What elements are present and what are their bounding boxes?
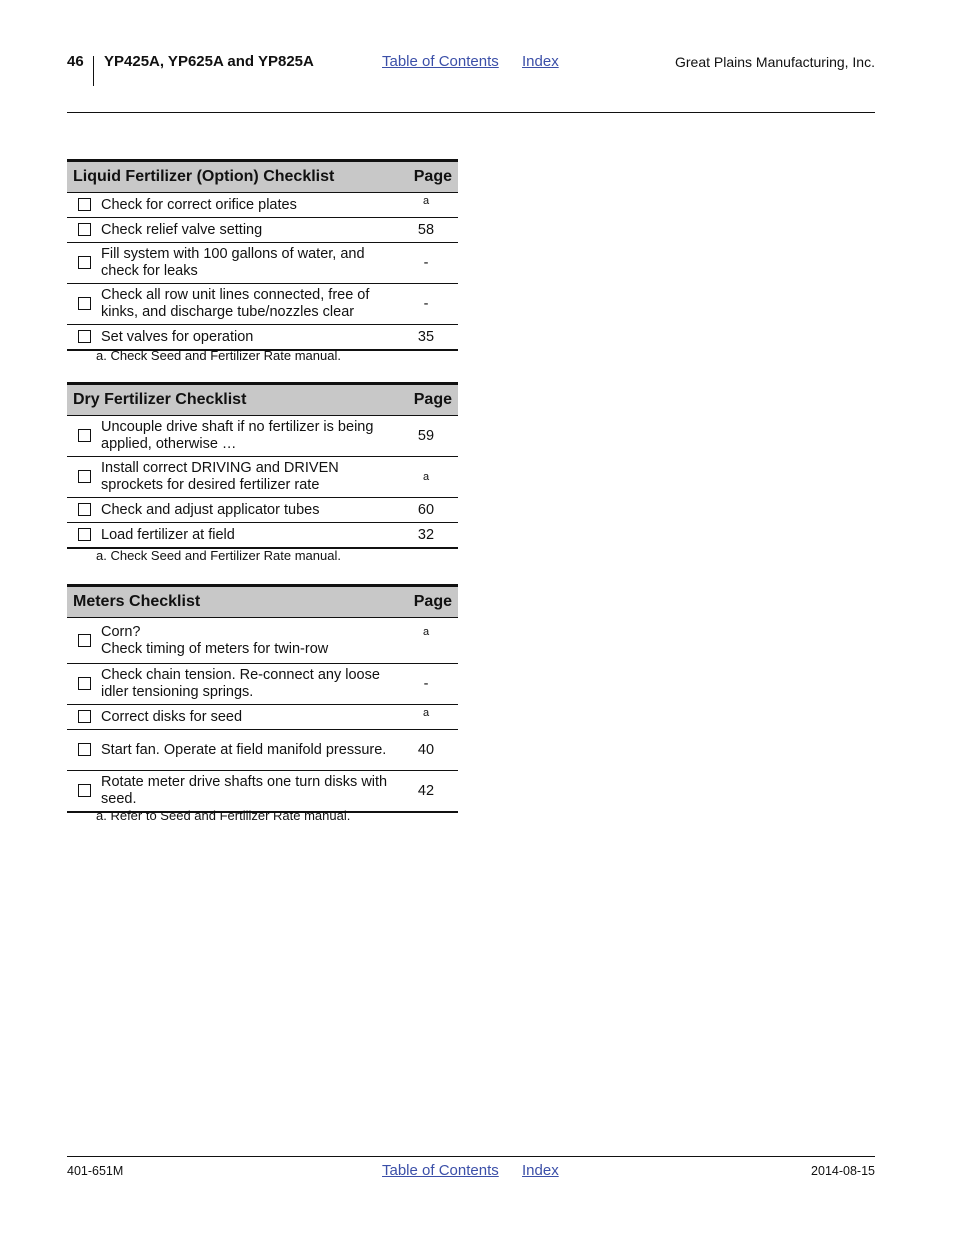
table-header-row	[67, 161, 458, 193]
item-text-line: Corn?	[101, 623, 141, 640]
header-divider	[93, 56, 94, 86]
item-page: 59	[394, 416, 458, 457]
footer-rule	[67, 1156, 875, 1157]
toc-link[interactable]: Table of Contents	[382, 53, 499, 70]
table-row	[67, 284, 458, 325]
item-page: 32	[394, 523, 458, 549]
item-page: 60	[394, 498, 458, 523]
document-date: 2014-08-15	[811, 1164, 875, 1178]
item-text: Check chain tension. Re-connect any loose idler tensioning springs.	[101, 664, 394, 705]
company-name: Great Plains Manufacturing, Inc.	[675, 54, 875, 70]
page-column-header: Page	[394, 161, 458, 193]
checkbox[interactable]	[78, 223, 91, 236]
footnote: a. Check Seed and Fertilizer Rate manual.	[96, 348, 341, 363]
page-column-header: Page	[394, 586, 458, 618]
table-row	[67, 618, 458, 664]
item-page: 40	[394, 730, 458, 771]
table-row	[67, 664, 458, 705]
table-header-row	[67, 586, 458, 618]
checkbox[interactable]	[78, 634, 91, 647]
checkbox[interactable]	[78, 677, 91, 690]
item-text: Fill system with 100 gallons of water, and check for leaks	[101, 243, 394, 284]
item-page: -	[394, 243, 458, 284]
item-text: Start fan. Operate at field manifold pressure.	[101, 730, 394, 771]
checkbox[interactable]	[78, 528, 91, 541]
checkbox[interactable]	[78, 710, 91, 723]
item-text-line: Check timing of meters for twin-row	[101, 640, 329, 657]
table-row	[67, 193, 458, 218]
table-title: Liquid Fertilizer (Option) Checklist	[67, 161, 394, 193]
footnote: a. Check Seed and Fertilizer Rate manual.	[96, 548, 341, 563]
checkbox[interactable]	[78, 470, 91, 483]
checkbox[interactable]	[78, 297, 91, 310]
item-text: Load fertilizer at field	[101, 523, 394, 549]
checkbox[interactable]	[78, 743, 91, 756]
checkbox[interactable]	[78, 256, 91, 269]
table-title: Dry Fertilizer Checklist	[67, 384, 394, 416]
item-page: -	[394, 664, 458, 705]
document-code: 401-651M	[67, 1164, 124, 1178]
item-text: Check all row unit lines connected, free of kinks, and discharge tube/nozzles clear	[101, 284, 394, 325]
item-text: Set valves for operation	[101, 325, 394, 351]
footer-index-link[interactable]: Index	[522, 1162, 559, 1179]
item-page: 42	[394, 771, 458, 813]
item-page: a	[394, 618, 458, 664]
index-link[interactable]: Index	[522, 53, 559, 70]
footnote: a. Refer to Seed and Fertilizer Rate manual.	[96, 808, 351, 823]
table-row	[67, 705, 458, 730]
table-row	[67, 523, 458, 549]
header-rule	[67, 112, 875, 113]
table-row	[67, 243, 458, 284]
checkbox[interactable]	[78, 503, 91, 516]
item-text: Uncouple drive shaft if no fertilizer is being applied, otherwise …	[101, 416, 394, 457]
checkbox[interactable]	[78, 429, 91, 442]
table-row	[67, 771, 458, 813]
item-text	[101, 618, 394, 664]
table-row	[67, 416, 458, 457]
dry-fertilizer-checklist	[67, 382, 458, 549]
table-title: Meters Checklist	[67, 586, 394, 618]
meters-checklist	[67, 584, 458, 813]
item-text: Correct disks for seed	[101, 705, 394, 730]
table-row	[67, 325, 458, 351]
table-row	[67, 498, 458, 523]
item-page: a	[394, 457, 458, 498]
table-row	[67, 730, 458, 771]
item-page: 58	[394, 218, 458, 243]
item-text: Rotate meter drive shafts one turn disks with seed.	[101, 771, 394, 813]
page-column-header: Page	[394, 384, 458, 416]
table-row	[67, 218, 458, 243]
item-page: a	[394, 193, 458, 218]
checkbox[interactable]	[78, 784, 91, 797]
item-page: 35	[394, 325, 458, 351]
item-page: a	[394, 705, 458, 730]
table-row	[67, 457, 458, 498]
page-number: 46	[67, 53, 84, 70]
document-title: YP425A, YP625A and YP825A	[104, 53, 314, 70]
footer-toc-link[interactable]: Table of Contents	[382, 1162, 499, 1179]
item-text: Check relief valve setting	[101, 218, 394, 243]
item-text: Check for correct orifice plates	[101, 193, 394, 218]
checkbox[interactable]	[78, 198, 91, 211]
page-header	[67, 50, 875, 90]
item-page: -	[394, 284, 458, 325]
table-header-row	[67, 384, 458, 416]
liquid-fertilizer-checklist	[67, 159, 458, 351]
item-text: Check and adjust applicator tubes	[101, 498, 394, 523]
checkbox[interactable]	[78, 330, 91, 343]
item-text: Install correct DRIVING and DRIVEN sprockets for desired fertilizer rate	[101, 457, 394, 498]
